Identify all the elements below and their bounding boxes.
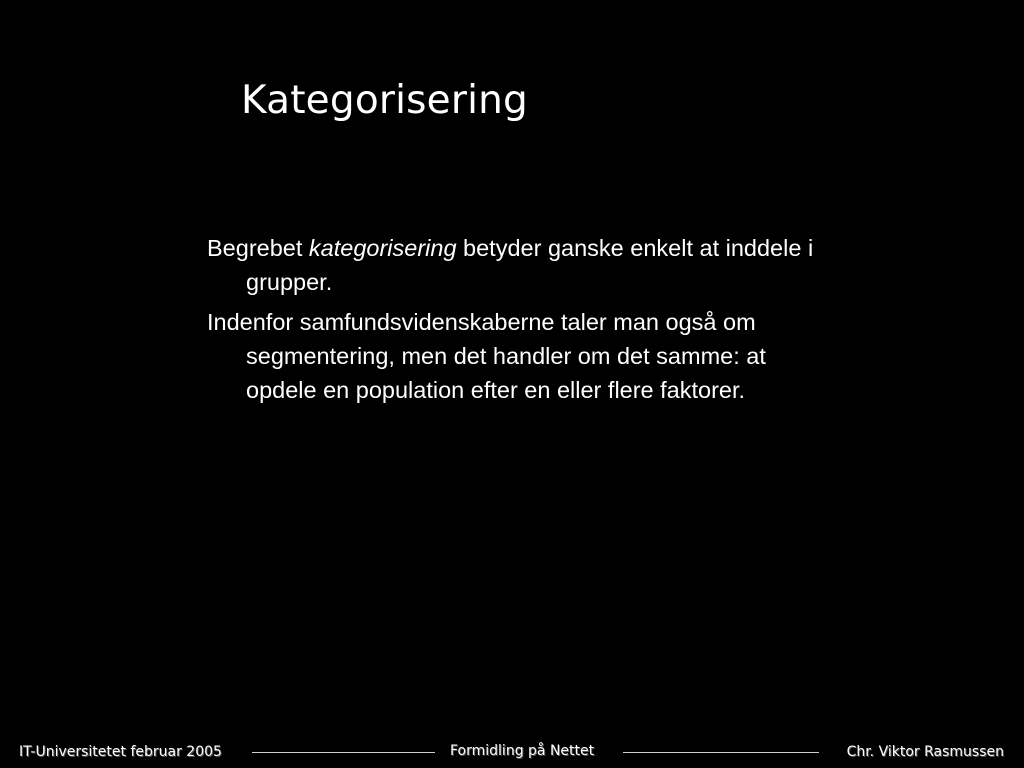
slide-title: Kategorisering <box>241 78 529 123</box>
paragraph-definition <box>207 231 817 299</box>
paragraph-definition-start: Begrebet <box>207 235 309 261</box>
footer-left-text: IT-Universitetet februar 2005 <box>19 744 222 760</box>
footer-right-text: Chr. Viktor Rasmussen <box>846 744 1004 760</box>
emphasized-term: kategorisering <box>308 235 457 261</box>
paragraph-segmentation: Indenfor samfundsvidenskaberne taler man også om segmentering, men det handler om det samme: at opdele en population efter en eller flere faktorer. <box>207 309 766 403</box>
footer-divider-right <box>623 752 819 753</box>
footer-divider-left <box>252 752 435 753</box>
footer-center-text: Formidling på Nettet <box>450 743 595 759</box>
paragraph-definition-end: betyder ganske enkelt at inddele i grupper. <box>246 235 814 295</box>
slide-body <box>207 231 817 413</box>
slide-footer <box>0 738 1024 768</box>
